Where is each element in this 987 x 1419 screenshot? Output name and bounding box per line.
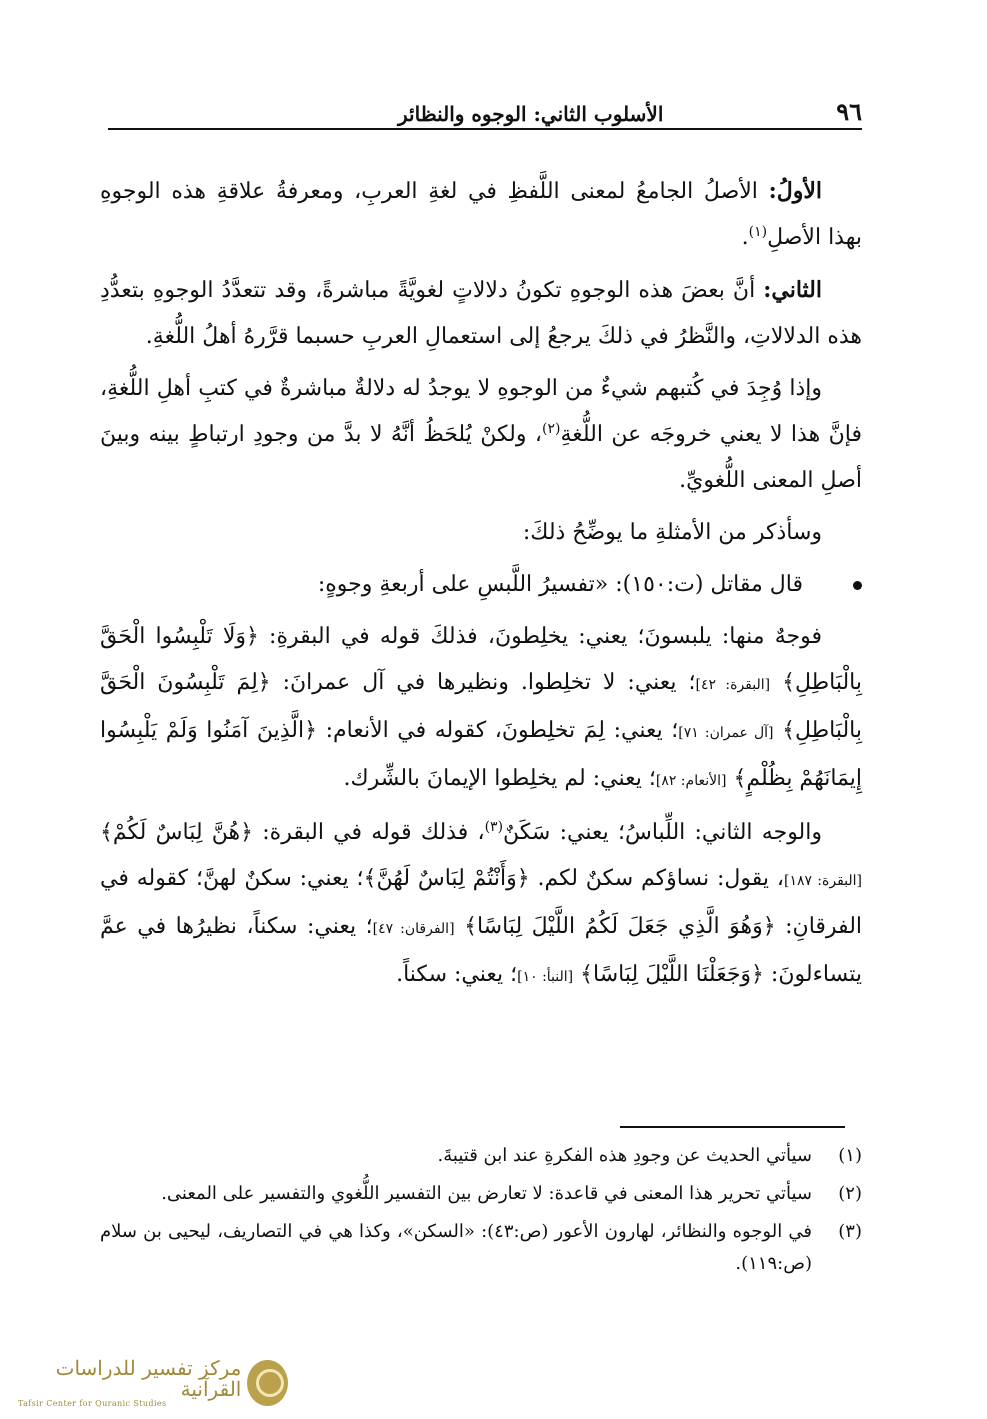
second-meaning-text-3: ، يقول: نساؤكم سكنٌ لكم. ﴿وَأَنْتُمْ لِبَاسٌ لَهُنَّ﴾؛ يعني: سكنٌ لهنَّ؛ كقوله في الفرقانِ: ﴿وَهُوَ الَّذِي جَعَلَ لَكُمُ اللَّيْلَ لِبَاسًا﴾ <box>100 866 863 939</box>
footnote-marker-1[interactable]: (١) <box>748 224 768 240</box>
first-point-text: الأصلُ الجامعُ لمعنى اللَّفظِ في لغةِ العربِ، ومعرفةُ علاقةِ هذه الوجوهِ بهذا الأصلِ <box>100 179 862 250</box>
footnote-separator <box>620 1126 845 1128</box>
footnote-number: (٣) <box>838 1221 862 1242</box>
second-meaning-text: والوجه الثاني: اللِّباسُ؛ يعني: سَكَنٌ <box>503 820 822 845</box>
second-meaning-text-5: ؛ يعني: سكناً. <box>396 962 518 987</box>
page-number: ٩٦ <box>836 97 862 126</box>
footnote-text: في الوجوه والنظائر، لهارون الأعور (ص:٤٣): «السكن»، وكذا هي في التصاريف، ليحيى بن سلام (ص:١١٩). <box>100 1221 812 1274</box>
verse-reference: [البقرة: ٤٢] <box>695 677 771 693</box>
muqatil-quote-text: قال مقاتل (ت:١٥٠): «تفسيرُ اللَّبسِ على أربعةِ وجوهٍ: <box>317 572 803 597</box>
first-meaning-text-2: ؛ يعني: لا تخلِطوا. ونظيرها في آل عمرانَ: ﴿لِمَ تَلْبِسُونَ الْحَقَّ بِالْبَاطِلِ﴾ <box>100 670 863 743</box>
bullet-quote-muqatil <box>100 562 862 608</box>
examples-intro-text: وسأذكر من الأمثلةِ ما يوضِّحُ ذلكَ: <box>522 520 822 545</box>
globe-logo-icon <box>247 1360 288 1406</box>
verse-reference: [آل عمران: ٧١] <box>678 725 774 741</box>
logo-arabic-name: مركز تفسير للدراسات القرآنية <box>55 1355 242 1401</box>
second-point-lead: الثاني: <box>763 277 822 303</box>
footnote-text: سيأتي الحديث عن وجودِ هذه الفكرةِ عند ابن قتيبةَ. <box>437 1145 812 1166</box>
footnote-text: سيأتي تحرير هذا المعنى في قاعدة: لا تعارض بين التفسير اللُّغوي والتفسير على المعنى. <box>161 1183 812 1204</box>
second-meaning-text-2: ، فذلك قوله في البقرة: ﴿هُنَّ لِبَاسٌ لَكُمْ﴾ <box>100 820 485 845</box>
second-point-text: أنَّ بعضَ هذه الوجوهِ تكونُ دلالاتٍ لغويَّةً مباشرةً، وقد تتعدَّدُ الوجوهِ بتعدُّدِ هذه الدلالاتِ، والنَّظرُ في ذلكَ يرجعُ إلى استعمالِ العربِ حسبما قرَّرهُ أهلُ اللُّغةِ. <box>100 278 862 349</box>
footnote-item <box>100 1140 862 1172</box>
paragraph-second-meaning <box>100 810 862 1000</box>
footnote-number: (٢) <box>838 1183 862 1204</box>
paragraph-first-point <box>100 168 862 261</box>
first-meaning-text: فوجهٌ منها: يلبسونَ؛ يعني: يخلِطونَ، فذلكَ قوله في البقرةِ: ﴿وَلَا تَلْبِسُوا الْحَقَّ بِالْبَاطِلِ﴾ <box>100 624 862 695</box>
footnotes <box>100 1140 862 1286</box>
first-point-end: . <box>741 225 749 250</box>
first-point-lead: الأولُ: <box>768 178 822 204</box>
verse-reference: [البقرة: ١٨٧] <box>783 873 862 889</box>
paragraph-second-point <box>100 267 862 360</box>
header-rule <box>108 128 862 130</box>
paragraph-first-meaning <box>100 614 862 804</box>
logo-english-name: Tafsir Center for Quranic Studies <box>18 1398 167 1408</box>
running-title: الأسلوب الثاني: الوجوه والنظائر <box>398 102 664 126</box>
second-meaning-text-4: ؛ يعني: سكناً، نظيرُها في عمَّ يتساءلونَ: ﴿وَجَعَلْنَا اللَّيْلَ لِبَاسًا﴾ <box>100 914 862 987</box>
page-header <box>108 96 862 126</box>
tafsir-center-logo <box>18 1357 288 1409</box>
footnote-item <box>100 1178 862 1210</box>
bullet-dot-icon <box>853 581 862 590</box>
footnote-marker-3[interactable]: (٣) <box>484 819 504 835</box>
first-meaning-text-3: ؛ يعني: لِمَ تخلِطونَ، كقوله في الأنعام: ﴿الَّذِينَ آمَنُوا وَلَمْ يَلْبِسُوا إِيمَانَهُمْ بِظُلْمٍ﴾ <box>100 718 862 791</box>
verse-reference: [الفرقان: ٤٧] <box>372 921 455 937</box>
first-meaning-text-4: ؛ يعني: لم يخلِطوا الإيمانَ بالشِّرك. <box>343 766 656 791</box>
footnote-number: (١) <box>838 1145 862 1166</box>
paragraph-3-end: ، ولكنْ يُلحَظُ أنَّهُ لا بدَّ من وجودِ ارتباطٍ بينه وبينَ أصلِ المعنى اللُّغويِّ. <box>100 422 862 493</box>
footnote-marker-2[interactable]: (٢) <box>542 421 561 437</box>
footnote-item <box>100 1216 862 1280</box>
main-text <box>100 168 862 1006</box>
paragraph-examples-intro <box>100 510 862 556</box>
verse-reference: [الأنعام: ٨٢] <box>655 773 727 789</box>
paragraph-language-books <box>100 366 862 504</box>
logo-text <box>18 1355 242 1408</box>
paragraph-3-text: وإذا وُجِدَ في كُتبهم شيءٌ من الوجوهِ لا يوجدُ له دلالةٌ مباشرةٌ في كتبِ أهلِ اللُّغةِ، فإنَّ هذا لا يعني خروجَه عن اللُّغةِ <box>100 376 862 447</box>
verse-reference: [النبأ: ١٠] <box>517 969 574 985</box>
